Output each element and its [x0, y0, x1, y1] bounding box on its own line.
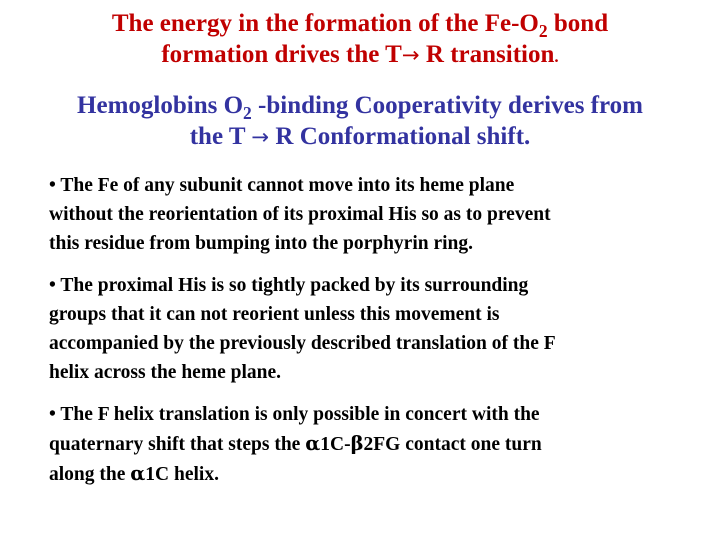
subtitle-line-1: Hemoglobins $O_2$ -binding Cooperativity derives from	[77, 92, 643, 124]
bullet-proximal-his	[49, 271, 709, 387]
bullet-line: • The Fe of any subunit cannot move into its heme plane	[49, 175, 515, 196]
bullet-list	[49, 171, 709, 502]
slide-subtitle	[0, 90, 720, 153]
subscript-2: 2	[243, 103, 252, 124]
bullet-f-helix	[49, 400, 709, 489]
bullet-line: • The F helix translation is only possible in concert with the	[49, 404, 540, 425]
beta-symbol: β	[350, 432, 364, 455]
subtitle-line-2: the T → R Conformational shift.	[189, 123, 531, 150]
bullet-line: helix across the heme plane.	[49, 362, 282, 383]
right-arrow-icon: →	[251, 125, 270, 150]
right-arrow-icon: →	[401, 43, 420, 68]
bullet-line: accompanied by the previously described translation of the F	[49, 333, 556, 354]
slide-title	[0, 8, 720, 72]
title-line-1: The energy in the formation of the $Fe-O_2$ bond	[111, 10, 609, 42]
bullet-line: quaternary shift that steps the α1C-β2FG contact one turn	[49, 432, 542, 455]
bullet-line: groups that it can not reorient unless this movement is	[49, 304, 500, 325]
bullet-fe-movement	[49, 171, 709, 258]
subscript-2: 2	[538, 21, 548, 42]
bullet-line: without the reorientation of its proximal His so as to prevent	[49, 204, 551, 225]
alpha-symbol: α	[130, 462, 146, 485]
bullet-line: along the α1C helix.	[49, 462, 219, 485]
bullet-line: this residue from bumping into the porphyrin ring.	[49, 233, 474, 254]
alpha-symbol: α	[305, 432, 321, 455]
title-line-2: formation drives the T→ R transition.	[161, 41, 559, 68]
bullet-line: • The proximal His is so tightly packed by its surrounding	[49, 275, 529, 296]
